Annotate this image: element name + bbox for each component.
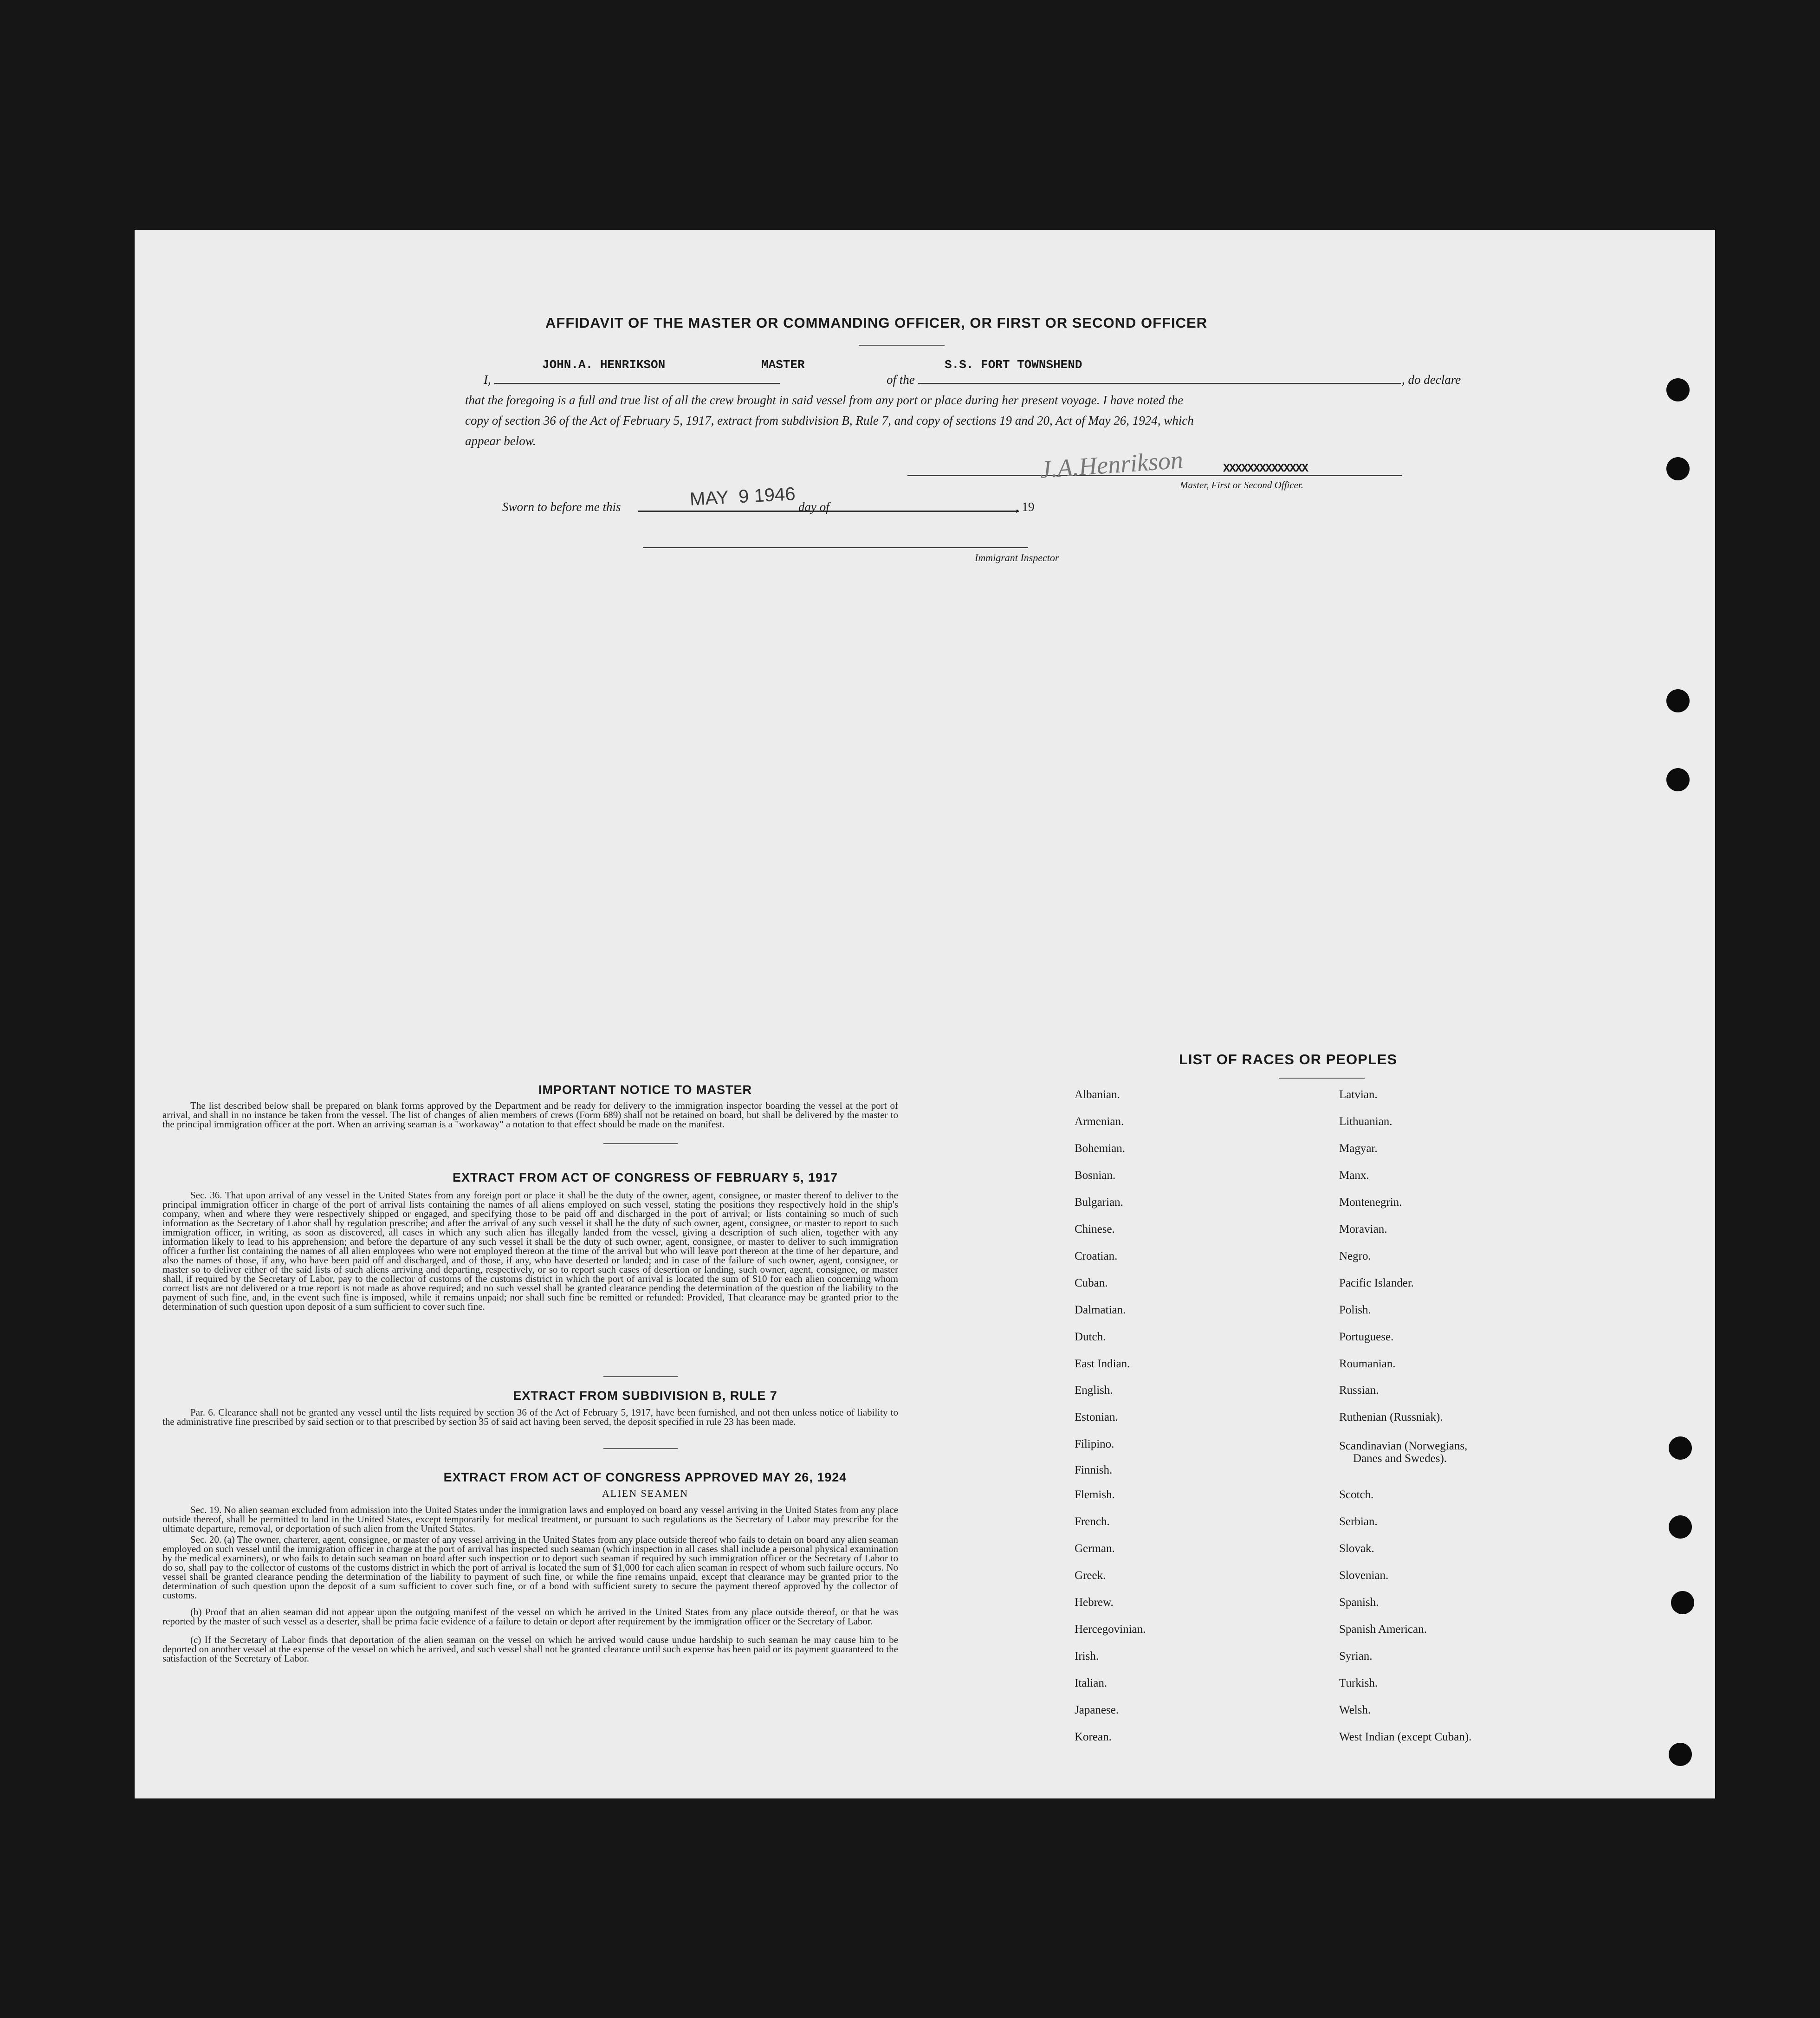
- race-item: West Indian (except Cuban).: [1339, 1731, 1472, 1743]
- race-item: Ruthenian (Russniak).: [1339, 1411, 1443, 1423]
- month-line: [838, 511, 1019, 512]
- punch-hole: [1666, 768, 1690, 791]
- race-item: Hebrew.: [1075, 1596, 1114, 1609]
- race-item: Irish.: [1075, 1650, 1099, 1662]
- vessel-line: [918, 383, 1401, 384]
- year-label: , 19: [1016, 500, 1035, 514]
- race-item: Magyar.: [1339, 1142, 1378, 1155]
- race-item: Spanish American.: [1339, 1623, 1427, 1636]
- race-item: Albanian.: [1075, 1088, 1120, 1101]
- day-of-label: day of: [798, 500, 829, 514]
- race-item: Slovenian.: [1339, 1569, 1389, 1582]
- race-item: Greek.: [1075, 1569, 1106, 1582]
- inspector-caption: Immigrant Inspector: [975, 552, 1059, 563]
- label-i: I,: [484, 373, 491, 387]
- master-rank: MASTER: [761, 358, 805, 372]
- race-item: Chinese.: [1075, 1223, 1115, 1235]
- race-item: Montenegrin.: [1339, 1196, 1402, 1209]
- race-item: Estonian.: [1075, 1411, 1118, 1423]
- notice-body: The list described below shall be prepared on blank forms approved by the Department and be ready for delivery to the immigration inspector boarding the vessel at the port of arrival, and shall in no instance be taken from the vessel. The list of changes of alien members of crews (Form 689) shall not be retained on board, but shall be delivered by the master to the principal immigration officer at the port. When an arriving seaman is a "workaway" a notation to that effect should be made on the manifest.: [162, 1100, 898, 1130]
- races-title: LIST OF RACES OR PEOPLES: [1179, 1051, 1398, 1067]
- punch-hole: [1666, 457, 1690, 480]
- affidavit-line-3: copy of section 36 of the Act of February 5, 1917, extract from subdivision B, Rule 7, and copy of sections 19 and 20, Act of May 26, 1924, which: [465, 414, 1194, 427]
- struck-officer-title: XXXXXXXXXXXXXX: [1223, 462, 1308, 475]
- race-item: East Indian.: [1075, 1358, 1130, 1370]
- race-item: Russian.: [1339, 1384, 1379, 1397]
- race-item: Bohemian.: [1075, 1142, 1126, 1155]
- race-item: Lithuanian.: [1339, 1115, 1393, 1128]
- race-item: Flemish.: [1075, 1488, 1115, 1501]
- affidavit-title: AFFIDAVIT OF THE MASTER OR COMMANDING OFFICER, OR FIRST OR SECOND OFFICER: [545, 315, 1208, 331]
- affidavit-line-4: appear below.: [465, 434, 536, 448]
- race-item: Dutch.: [1075, 1331, 1106, 1343]
- extract-1924-sec20b: (b) Proof that an alien seaman did not appear upon the outgoing manifest of the vessel on which he arrived in the United States from any place outside thereof, or that he was reported by the master of such vessel as a deserter, shall be prima facie evidence of a failure to detain or deport after requirement by the immigration officer or the Secretary of Labor.: [162, 1606, 898, 1627]
- race-item: Scandinavian (Norwegians,: [1339, 1440, 1468, 1452]
- race-item: Dalmatian.: [1075, 1304, 1126, 1316]
- inspector-line: [643, 547, 1028, 548]
- label-do-declare: , do declare: [1402, 373, 1461, 387]
- race-item: Manx.: [1339, 1169, 1369, 1182]
- race-item: Spanish.: [1339, 1596, 1379, 1609]
- signature-caption: Master, First or Second Officer.: [1180, 479, 1303, 491]
- race-item: French.: [1075, 1515, 1110, 1528]
- extract-1917-title: EXTRACT FROM ACT OF CONGRESS OF FEBRUARY 5, 1917: [452, 1171, 838, 1184]
- extract-1924-sec19: Sec. 19. No alien seaman excluded from admission into the United States under the immigration laws and employed on board any vessel arriving in the United States from any place outside thereof, shall be permitted to land in the United States, except temporarily for medical treatment, or pursuant to such regulations as the Secretary of Labor may prescribe for the ultimate departure, removal, or deportation of such alien from the United States.: [162, 1504, 898, 1534]
- notice-rule: [603, 1143, 678, 1144]
- race-item: Danes and Swedes).: [1353, 1452, 1447, 1465]
- punch-hole: [1666, 689, 1690, 712]
- punch-hole: [1669, 1436, 1692, 1460]
- title-rule: [859, 345, 945, 346]
- affidavit-line-2: that the foregoing is a full and true list of all the crew brought in said vessel from any port or place during her present voyage. I have noted the: [465, 393, 1184, 407]
- race-item: Croatian.: [1075, 1250, 1118, 1262]
- race-item: Polish.: [1339, 1304, 1371, 1316]
- race-item: Korean.: [1075, 1731, 1112, 1743]
- extract-1917-body: Sec. 36. That upon arrival of any vessel in the United States from any foreign port or place it shall be the duty of the owner, agent, consignee, or master thereof to deliver to the principal immigration officer in charge of the port of arrival lists containing the names of all aliens employed on such vessel, stating the positions they respectively hold in the ship's company, when and where they were respectively shipped or engaged, and specifying those to be paid off and discharged in the port of arrival; or lists containing so much of such information as the Secretary of Labor shall by regulation prescribe; and after the arrival of any such vessel it shall be the duty of such owner, agent, consignee, or master to report to such immigration officer, in writing, as soon as discovered, all cases in which any such alien has illegally landed from the vessel, giving a description of such alien, together with any information likely to lead to his apprehension; and before the departure of any such vessel it shall be the duty of such owner, agent, consignee, or master to deliver to such immigration officer a further list containing the names of all alien employees who were not employed thereon at the time of the arrival but who will leave port thereon at the time of her departure, and also the names of those, if any, who have been paid off and discharged, and of those, if any, who have deserted or landed; and in case of the failure of such owner, agent, consignee, or master so to deliver either of the said lists of such aliens arriving and departing, respectively, or so to report such cases of desertion or landing, such owner, agent, consignee, or master shall, if required by the Secretary of Labor, pay to the collector of customs of the customs district in which the port of arrival is located the sum of $10 for each alien concerning whom correct lists are not delivered or a true report is not made as above required; and no such vessel shall be granted clearance pending the determination of the question of the liability to the payment of such fine, and, in the event such fine is imposed, while it remains unpaid; nor shall such fine be remitted or refunded: Provided, That clearance may be granted prior to the determination of such question upon deposit of a sum sufficient to cover such fine.: [162, 1190, 898, 1312]
- sworn-label: Sworn to before me this: [502, 500, 621, 514]
- race-item: Slovak.: [1339, 1542, 1374, 1555]
- race-item: English.: [1075, 1384, 1113, 1397]
- race-item: Italian.: [1075, 1677, 1108, 1689]
- race-item: Negro.: [1339, 1250, 1371, 1262]
- race-item: Japanese.: [1075, 1704, 1119, 1716]
- race-item: Serbian.: [1339, 1515, 1378, 1528]
- date-stamp: MAY 9 1946: [689, 484, 796, 510]
- extract-1924-title: EXTRACT FROM ACT OF CONGRESS APPROVED MAY 26, 1924: [443, 1470, 847, 1484]
- race-item: Filipino.: [1075, 1438, 1114, 1450]
- race-item: German.: [1075, 1542, 1115, 1555]
- punch-hole: [1669, 1743, 1692, 1766]
- race-item: Syrian.: [1339, 1650, 1373, 1662]
- punch-hole: [1666, 378, 1690, 401]
- race-item: Armenian.: [1075, 1115, 1124, 1128]
- label-of-the: of the: [887, 373, 915, 387]
- notice-title: IMPORTANT NOTICE TO MASTER: [538, 1083, 752, 1097]
- race-item: Latvian.: [1339, 1088, 1378, 1101]
- race-item: Welsh.: [1339, 1704, 1371, 1716]
- rule7-rule: [603, 1448, 678, 1449]
- race-item: Finnish.: [1075, 1464, 1113, 1476]
- race-item: Moravian.: [1339, 1223, 1387, 1235]
- race-item: Bosnian.: [1075, 1169, 1116, 1182]
- extract-1917-rule: [603, 1376, 678, 1377]
- race-item: Hercegovinian.: [1075, 1623, 1146, 1636]
- master-signature: J.A.Henrikson: [1039, 446, 1184, 484]
- race-item: Portuguese.: [1339, 1331, 1394, 1343]
- extract-1924-subtitle: ALIEN SEAMEN: [602, 1488, 688, 1499]
- race-item: Pacific Islander.: [1339, 1277, 1414, 1289]
- document-page: [135, 230, 1715, 1798]
- rule7-title: EXTRACT FROM SUBDIVISION B, RULE 7: [513, 1389, 777, 1403]
- master-name: JOHN.A. HENRIKSON: [542, 358, 666, 372]
- extract-1924-sec20a: Sec. 20. (a) The owner, charterer, agent, consignee, or master of any vessel arriving in the United States from any place outside thereof who fails to detain on board any alien seaman employed on such vessel until the immigration officer in charge at the port of arrival has inspected such seaman (which inspection in all cases shall include a personal physical examination by the medical examiners), or who fails to detain such seaman on board after such inspection or to deport such seaman if required by such immigration officer or the Secretary of Labor to do so, shall pay to the collector of customs of the customs district in which the port of arrival is located the sum of $1,000 for each alien seaman in respect of whom such failure occurs. No vessel shall be granted clearance pending the determination of the liability to payment of such fine, or while the fine remains unpaid, except that clearance may be granted prior to the determination of such question upon the deposit of a sum sufficient to cover such fine, or of a bond with sufficient surety to secure the payment thereof approved by the collector of customs.: [162, 1534, 898, 1601]
- rule7-body: Par. 6. Clearance shall not be granted any vessel until the lists required by section 36 of the Act of February 5, 1917, have been furnished, and not then unless notice of liability to the administrative fine prescribed by said section or to that prescribed by section 35 of said act having been served, the deposit specified in rule 23 has been made.: [162, 1407, 898, 1427]
- race-item: Roumanian.: [1339, 1358, 1396, 1370]
- punch-hole: [1671, 1591, 1694, 1614]
- races-rule: [1279, 1078, 1365, 1079]
- name-line: [494, 383, 780, 384]
- race-item: Cuban.: [1075, 1277, 1108, 1289]
- race-item: Turkish.: [1339, 1677, 1378, 1689]
- vessel-name: S.S. FORT TOWNSHEND: [945, 358, 1082, 372]
- race-item: Bulgarian.: [1075, 1196, 1123, 1209]
- punch-hole: [1669, 1515, 1692, 1539]
- extract-1924-sec20c: (c) If the Secretary of Labor finds that deportation of the alien seaman on the vessel on which he arrived would cause undue hardship to such seaman he may cause him to be deported on another vessel at the expense of the vessel on which he arrived, and such vessel shall not be granted clearance until such expense has been paid or its payment guaranteed to the satisfaction of the Secretary of Labor.: [162, 1634, 898, 1664]
- race-item: Scotch.: [1339, 1488, 1374, 1501]
